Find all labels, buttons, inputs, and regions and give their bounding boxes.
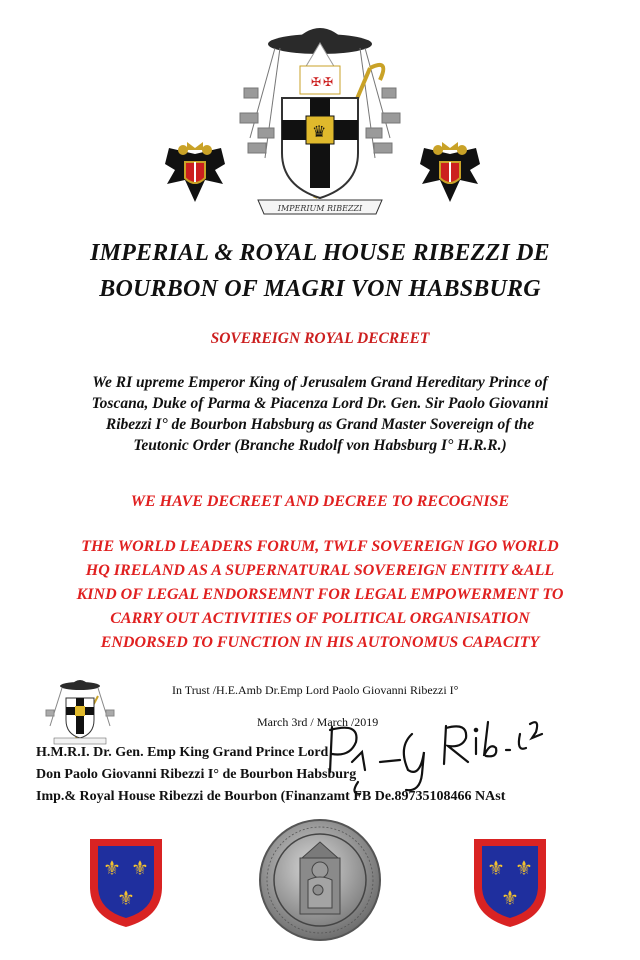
decree-subtitle: SOVEREIGN ROYAL DECREET: [210, 330, 430, 347]
declaration-line: We RI upreme Emperor King of Jerusalem Grand Hereditary Prince of: [92, 374, 548, 391]
decree-body-line: KIND OF LEGAL ENDORSEMNT FOR LEGAL EMPOWERMENT TO: [76, 586, 564, 603]
date-line: March 3rd / March /2019: [257, 715, 379, 729]
crest-banner-text: IMPERIUM RIBEZZI: [277, 204, 363, 213]
declaration-line: Ribezzi I° de Bourbon Habsburg as Grand Master Sovereign of the: [105, 416, 535, 433]
bourbon-shield-left: [86, 835, 166, 931]
bourbon-shield-right: [470, 835, 550, 931]
eagle-emblem-right: [418, 140, 482, 210]
svg-text:⚜: ⚜: [501, 886, 519, 910]
svg-text:♛: ♛: [312, 122, 327, 141]
wax-seal: [258, 818, 382, 942]
svg-text:✠: ✠: [311, 75, 322, 89]
svg-text:⚜: ⚜: [487, 856, 505, 880]
decree-body-line: THE WORLD LEADERS FORUM, TWLF SOVEREIGN IGO WORLD: [81, 538, 559, 555]
declaration-line: Teutonic Order (Branche Rudolf von Habsburg I° H.R.R.): [133, 437, 507, 454]
declaration-text: [0, 372, 640, 456]
svg-text:✠: ✠: [323, 75, 334, 89]
small-coat-of-arms: [40, 676, 120, 746]
svg-text:⚜: ⚜: [103, 856, 121, 880]
svg-text:⚜: ⚜: [131, 856, 149, 880]
decree-body-line: ENDORSED TO FUNCTION IN HIS AUTONOMUS CAPACITY: [100, 634, 540, 651]
decree-body-line: HQ IRELAND AS A SUPERNATURAL SOVEREIGN ENTITY &ALL: [85, 562, 555, 579]
decree-body: [0, 535, 640, 655]
title-line-2: BOURBON OF MAGRI VON HABSBURG: [99, 276, 541, 302]
signature-line-2: Don Paolo Giovanni Ribezzi I° de Bourbon Habsburg: [36, 767, 357, 782]
coat-of-arms: [220, 8, 420, 223]
decree-body-line: CARRY OUT ACTIVITIES OF POLITICAL ORGANISATION: [110, 610, 530, 627]
declaration-line: Toscana, Duke of Parma & Piacenza Lord Dr. Gen. Sir Paolo Giovanni: [91, 395, 549, 412]
svg-text:⚜: ⚜: [515, 856, 533, 880]
trust-line: In Trust /H.E.Amb Dr.Emp Lord Paolo Giovanni Ribezzi I°: [172, 683, 459, 697]
eagle-emblem-left: [163, 140, 227, 210]
title-line-1: IMPERIAL & ROYAL HOUSE RIBEZZI DE: [90, 240, 550, 266]
decree-heading: WE HAVE DECREET AND DECREE TO RECOGNISE: [130, 493, 510, 510]
signature-line-3: Imp.& Royal House Ribezzi de Bourbon (Finanzamt FB De.89735108466 NAst: [36, 789, 506, 804]
svg-text:⚜: ⚜: [117, 886, 135, 910]
signature-line-1: H.M.R.I. Dr. Gen. Emp King Grand Prince Lord: [36, 745, 329, 760]
